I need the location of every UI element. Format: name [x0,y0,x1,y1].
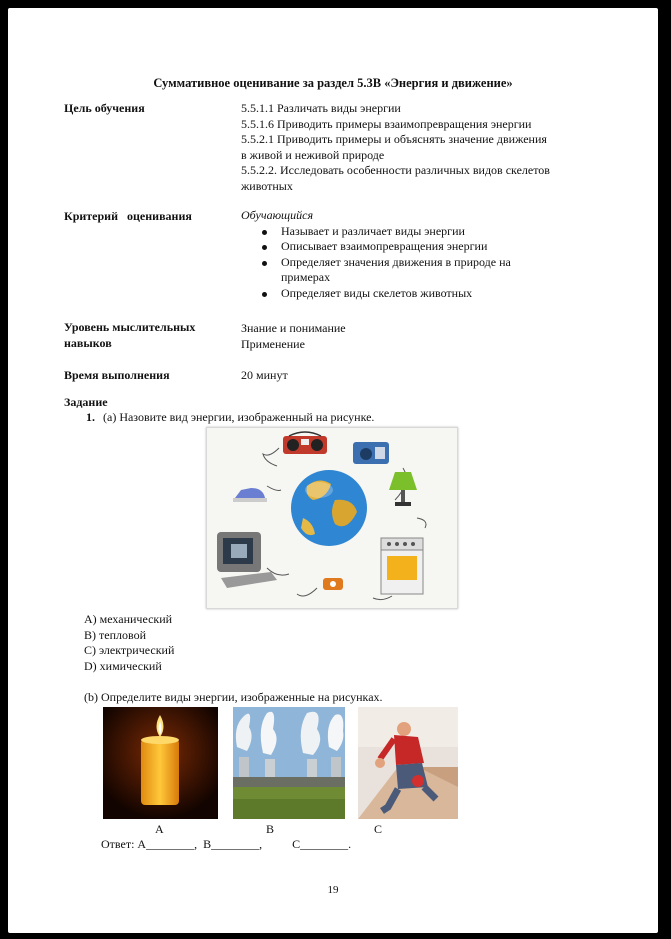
time-value: 20 минут [241,368,288,382]
radio-blue-icon [353,442,389,464]
task-heading: Задание [64,395,108,409]
option-d: D) химический [84,658,162,673]
power-plant-photo [233,707,345,819]
objectives-list [241,101,550,194]
criteria-item: Определяет значения движения в природе на примерах [241,255,551,286]
time-label: Время выполнения [64,368,170,382]
globe-icon [291,470,367,546]
iron-icon [233,488,267,502]
criteria-item: Определяет виды скелетов животных [241,286,601,302]
caption-c: C [374,822,383,836]
objective-item: 5.5.2.2. Исследовать особенности различных видов скелетов [241,163,550,177]
objective-item: животных [241,178,293,193]
page-title: Суммативное оценивание за раздел 5.3В «Энергия и движение» [153,76,513,90]
objective-item: 5.5.2.1 Приводить примеры и объяснять значение движения [241,132,547,146]
computer-icon [217,532,277,588]
criteria-item: Описывает взаимопревращения энергии [241,239,601,255]
thinking-level-values [241,320,346,352]
criteria-item: Называет и различает виды энергии [241,224,601,240]
question-b: (b) Определите виды энергии, изображенные на рисунках. [84,690,383,704]
question-a-text: (а) Назовите вид энергии, изображенный на рисунке. [103,410,375,424]
question-number: 1. [86,410,95,424]
page-number: 19 [327,884,339,896]
question-a [86,410,374,425]
thinking-level-value: Применение [241,337,305,351]
thinking-level-label-line: Уровень мыслительных [64,320,196,334]
bowling-photo [358,707,458,819]
objective-item: в живой и неживой природе [241,147,385,162]
answer-line: Ответ: А________, В________, С________. [101,837,352,851]
option-b: B) тепловой [84,627,146,642]
answer-options [84,612,174,674]
radio-icon [283,432,327,454]
caption-a: A [155,822,164,836]
objectives-label: Цель обучения [64,101,145,115]
thinking-level-label-line: навыков [64,336,112,350]
document-page [8,8,658,933]
objective-item: 5.5.1.6 Приводить примеры взаимопревращения энергии [241,116,532,131]
thinking-level-value: Знание и понимание [241,321,346,335]
objective-item: 5.5.1.1 Различать виды энергии [241,101,401,115]
thinking-level-label [64,319,195,351]
telephone-icon [323,578,343,590]
criteria-label: Критерий оценивания [64,209,192,223]
option-a: A) механический [84,612,173,626]
caption-b: B [266,822,275,836]
criteria-head: Обучающийся [241,208,314,222]
criteria-block [241,208,601,301]
option-c: C) электрический [84,643,175,657]
lamp-icon [389,472,417,506]
candle-photo [103,707,218,819]
stove-icon [381,538,423,594]
electric-energy-illustration [206,427,458,609]
